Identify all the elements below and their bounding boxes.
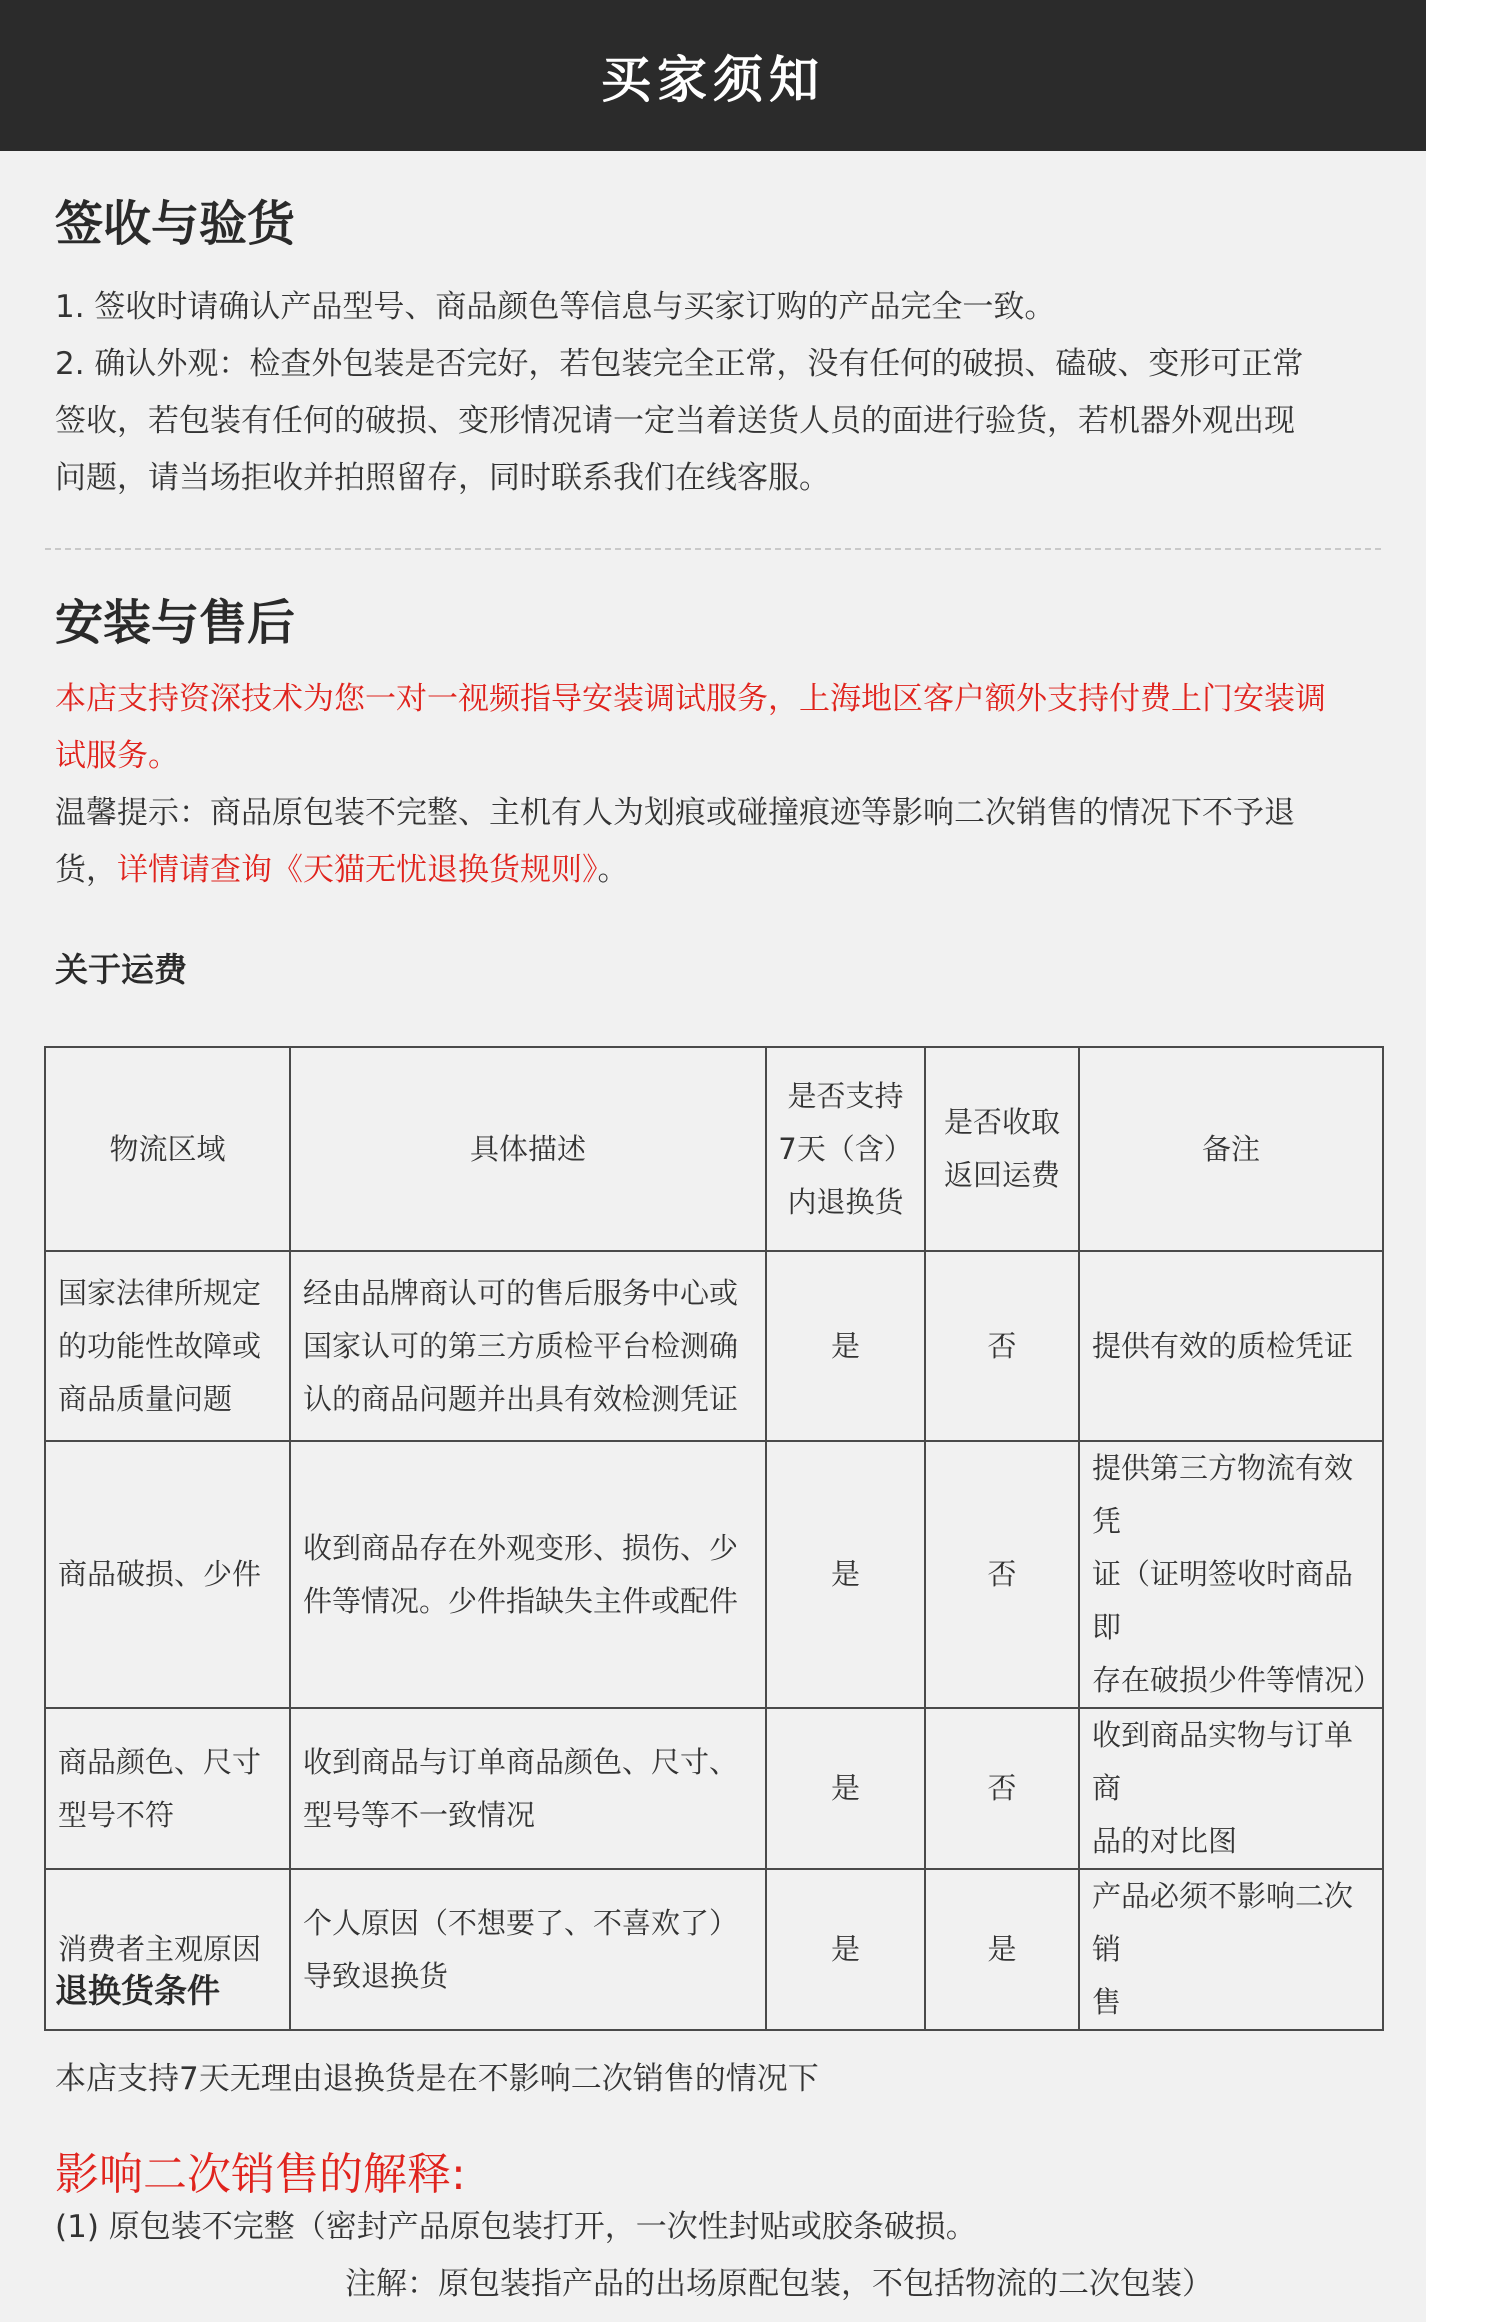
table-cell: 经由品牌商认可的售后服务中心或 国家认可的第三方质检平台检测确 认的商品问题并出具有效检测凭证 [290,1251,766,1441]
table-row [45,1869,1383,2030]
table-cell: 否 [925,1708,1079,1869]
table-cell: 消费者主观原因 [45,1869,290,2030]
table-cell: 商品颜色、尺寸 型号不符 [45,1708,290,1869]
table-cell: 商品破损、少件 [45,1441,290,1708]
section-install [0,584,1426,899]
table-cell: 收到商品与订单商品颜色、尺寸、 型号等不一致情况 [290,1708,766,1869]
section-title-signing: 签收与验货 [55,196,296,252]
column-header: 是否收取 返回运费 [925,1047,1079,1251]
signing-line: 2. 确认外观：检查外包装是否完好，若包装完全正常，没有任何的破损、磕破、变形可正常 [55,346,1304,382]
table-header-row [45,1047,1383,1251]
tip-line [55,842,1371,899]
table-cell: 收到商品存在外观变形、损伤、少 件等情况。少件指缺失主件或配件 [290,1441,766,1708]
table-row [45,1441,1383,1708]
tip-suffix: 。 [597,852,629,888]
table-cell: 是 [766,1441,925,1708]
table-cell: 提供有效的质检凭证 [1079,1251,1383,1441]
secondary-sale-explain-title: 影响二次销售的解释: [55,2149,466,2200]
dashed-divider [0,548,1426,550]
table-cell: 是 [925,1869,1079,2030]
install-service-line: 本店支持资深技术为您一对一视频指导安装调试服务，上海地区客户额外支持付费上门安装调 [55,681,1326,717]
signing-line: 签收，若包装有任何的破损、变形情况请一定当着送货人员的面进行验货，若机器外观出现 [55,403,1295,439]
page-title: 买家须知 [601,50,825,109]
install-service-line: 试服务。 [55,738,179,774]
explain-item: (1) 原包装不完整（密封产品原包装打开，一次性封贴或胶条破损。 [55,2209,977,2245]
tip-prefix: 货， [55,852,117,888]
tip-line: 温馨提示：商品原包装不完整、主机有人为划痕或碰撞痕迹等影响二次销售的情况下不予退 [55,795,1295,831]
signing-line: 问题，请当场拒收并拍照留存，同时联系我们在线客服。 [55,460,830,496]
table-row [45,1708,1383,1869]
section-signing [0,185,1426,507]
column-header: 备注 [1079,1047,1383,1251]
column-header: 具体描述 [290,1047,766,1251]
freight-title: 关于运费 [55,950,187,989]
table-cell: 否 [925,1441,1079,1708]
column-header: 是否支持 7天（含） 内退换货 [766,1047,925,1251]
table-cell: 收到商品实物与订单商 品的对比图 [1079,1708,1383,1869]
returns-desc: 本店支持7天无理由退换货是在不影响二次销售的情况下 [55,2061,819,2097]
signing-line: 1. 签收时请确认产品型号、商品颜色等信息与买家订购的产品完全一致。 [55,289,1056,325]
table-cell: 国家法律所规定 的功能性故障或 商品质量问题 [45,1251,290,1441]
freight-table [44,1046,1384,2031]
table-cell: 提供第三方物流有效凭 证（证明签收时商品即 存在破损少件等情况） [1079,1441,1383,1708]
return-rules-link[interactable]: 详情请查询《天猫无忧退换货规则》 [117,852,598,888]
table-row [45,1251,1383,1441]
explain-note: 注解：原包装指产品的出场原配包装，不包括物流的二次包装） [345,2266,1213,2302]
column-header: 物流区域 [45,1047,290,1251]
table-cell: 个人原因（不想要了、不喜欢了） 导致退换货 [290,1869,766,2030]
header-bar [0,0,1426,151]
section-title-install: 安装与售后 [55,595,296,651]
table-cell: 产品必须不影响二次销 售 [1079,1869,1383,2030]
table-cell: 否 [925,1251,1079,1441]
table-cell: 是 [766,1708,925,1869]
table-cell: 是 [766,1251,925,1441]
returns-title: 退换货条件 [55,1971,220,2010]
table-cell: 是 [766,1869,925,2030]
